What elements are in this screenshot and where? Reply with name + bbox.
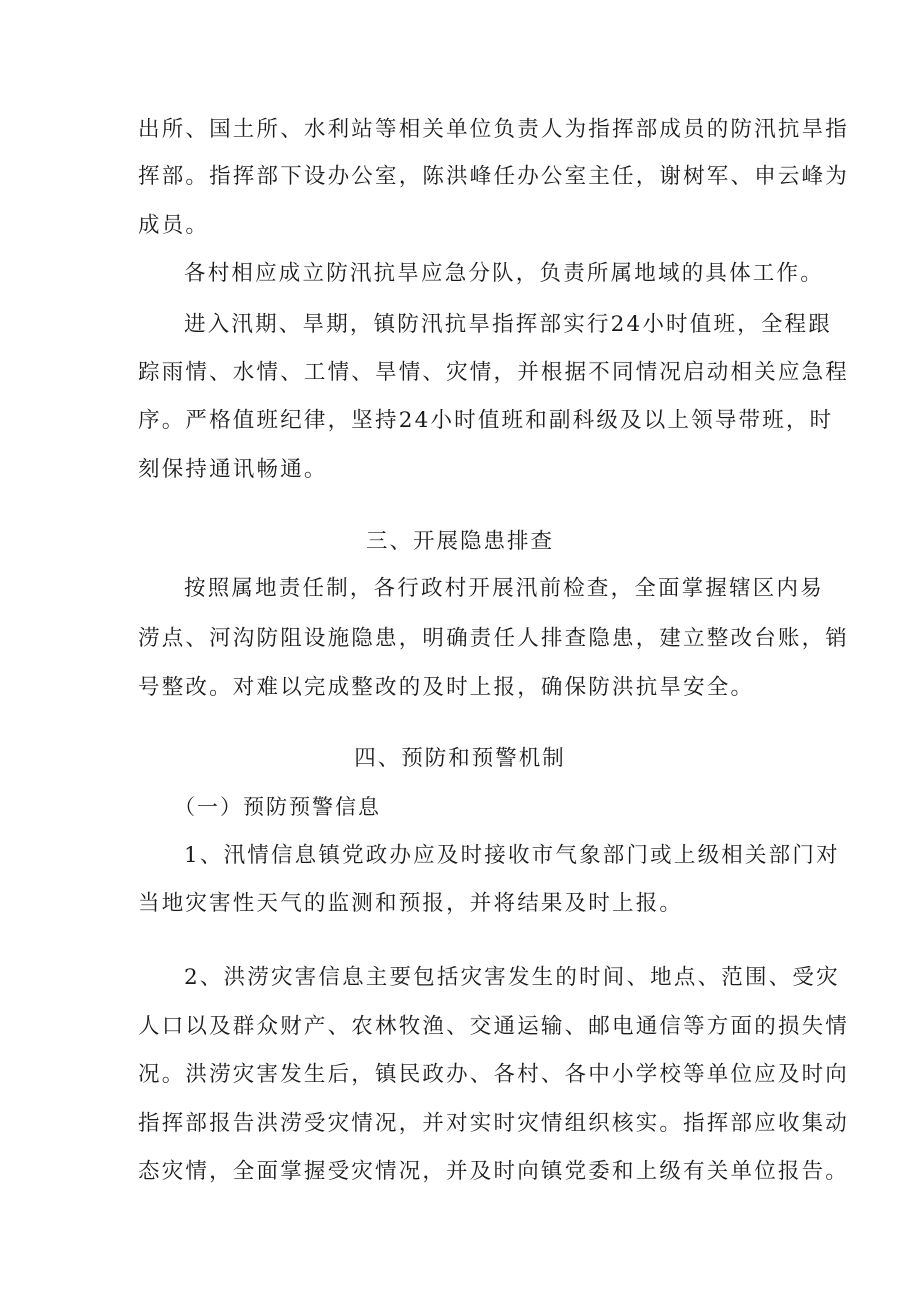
paragraph-line: 成员。 [138, 213, 210, 238]
paragraph-line: 号整改。对难以完成整改的及时上报，确保防洪抗旱安全。 [138, 675, 755, 700]
paragraph-line: 按照属地责任制，各行政村开展汛前检查，全面掌握辖区内易 [184, 576, 824, 601]
paragraph-line: 出所、国土所、水利站等相关单位负责人为指挥部成员的防汛抗旱指 [138, 117, 850, 142]
paragraph-line: 各村相应成立防汛抗旱应急分队，负责所属地域的具体工作。 [184, 261, 824, 286]
paragraph-line: 刻保持通讯畅通。 [138, 457, 328, 482]
paragraph-line: 序。严格值班纪律，坚持24小时值班和副科级及以上领导带班，时 [138, 408, 834, 433]
paragraph-line: 态灾情，全面掌握受灾情况，并及时向镇党委和上级有关单位报告。 [138, 1159, 850, 1184]
paragraph-line: 踪雨情、水情、工情、旱情、灾情，并根据不同情况启动相关应急程 [138, 360, 850, 385]
section-heading: 三、开展隐患排查 [365, 529, 554, 554]
paragraph-line: 指挥部报告洪涝受灾情况，并对实时灾情组织核实。指挥部应收集动 [138, 1111, 850, 1136]
paragraph-line: 况。洪涝灾害发生后，镇民政办、各村、各中小学校等单位应及时向 [138, 1062, 850, 1087]
subsection-heading: （一）预防预警信息 [174, 795, 381, 819]
paragraph-line: 挥部。指挥部下设办公室，陈洪峰任办公室主任，谢树军、申云峰为 [138, 164, 850, 189]
paragraph-line: 涝点、河沟防阻设施隐患，明确责任人排查隐患，建立整改台账，销 [138, 626, 850, 651]
section-heading: 四、预防和预警机制 [354, 746, 566, 771]
paragraph-line: 2、洪涝灾害信息主要包括灾害发生的时间、地点、范围、受灾 [184, 965, 840, 990]
paragraph-line: 当地灾害性天气的监测和预报，并将结果及时上报。 [138, 891, 684, 916]
paragraph-line: 1、汛情信息镇党政办应及时接收市气象部门或上级相关部门对 [184, 843, 840, 868]
paragraph-line: 进入汛期、旱期，镇防汛抗旱指挥部实行24小时值班，全程跟 [184, 312, 832, 337]
paragraph-line: 人口以及群众财产、农林牧渔、交通运输、邮电通信等方面的损失情 [138, 1014, 850, 1039]
